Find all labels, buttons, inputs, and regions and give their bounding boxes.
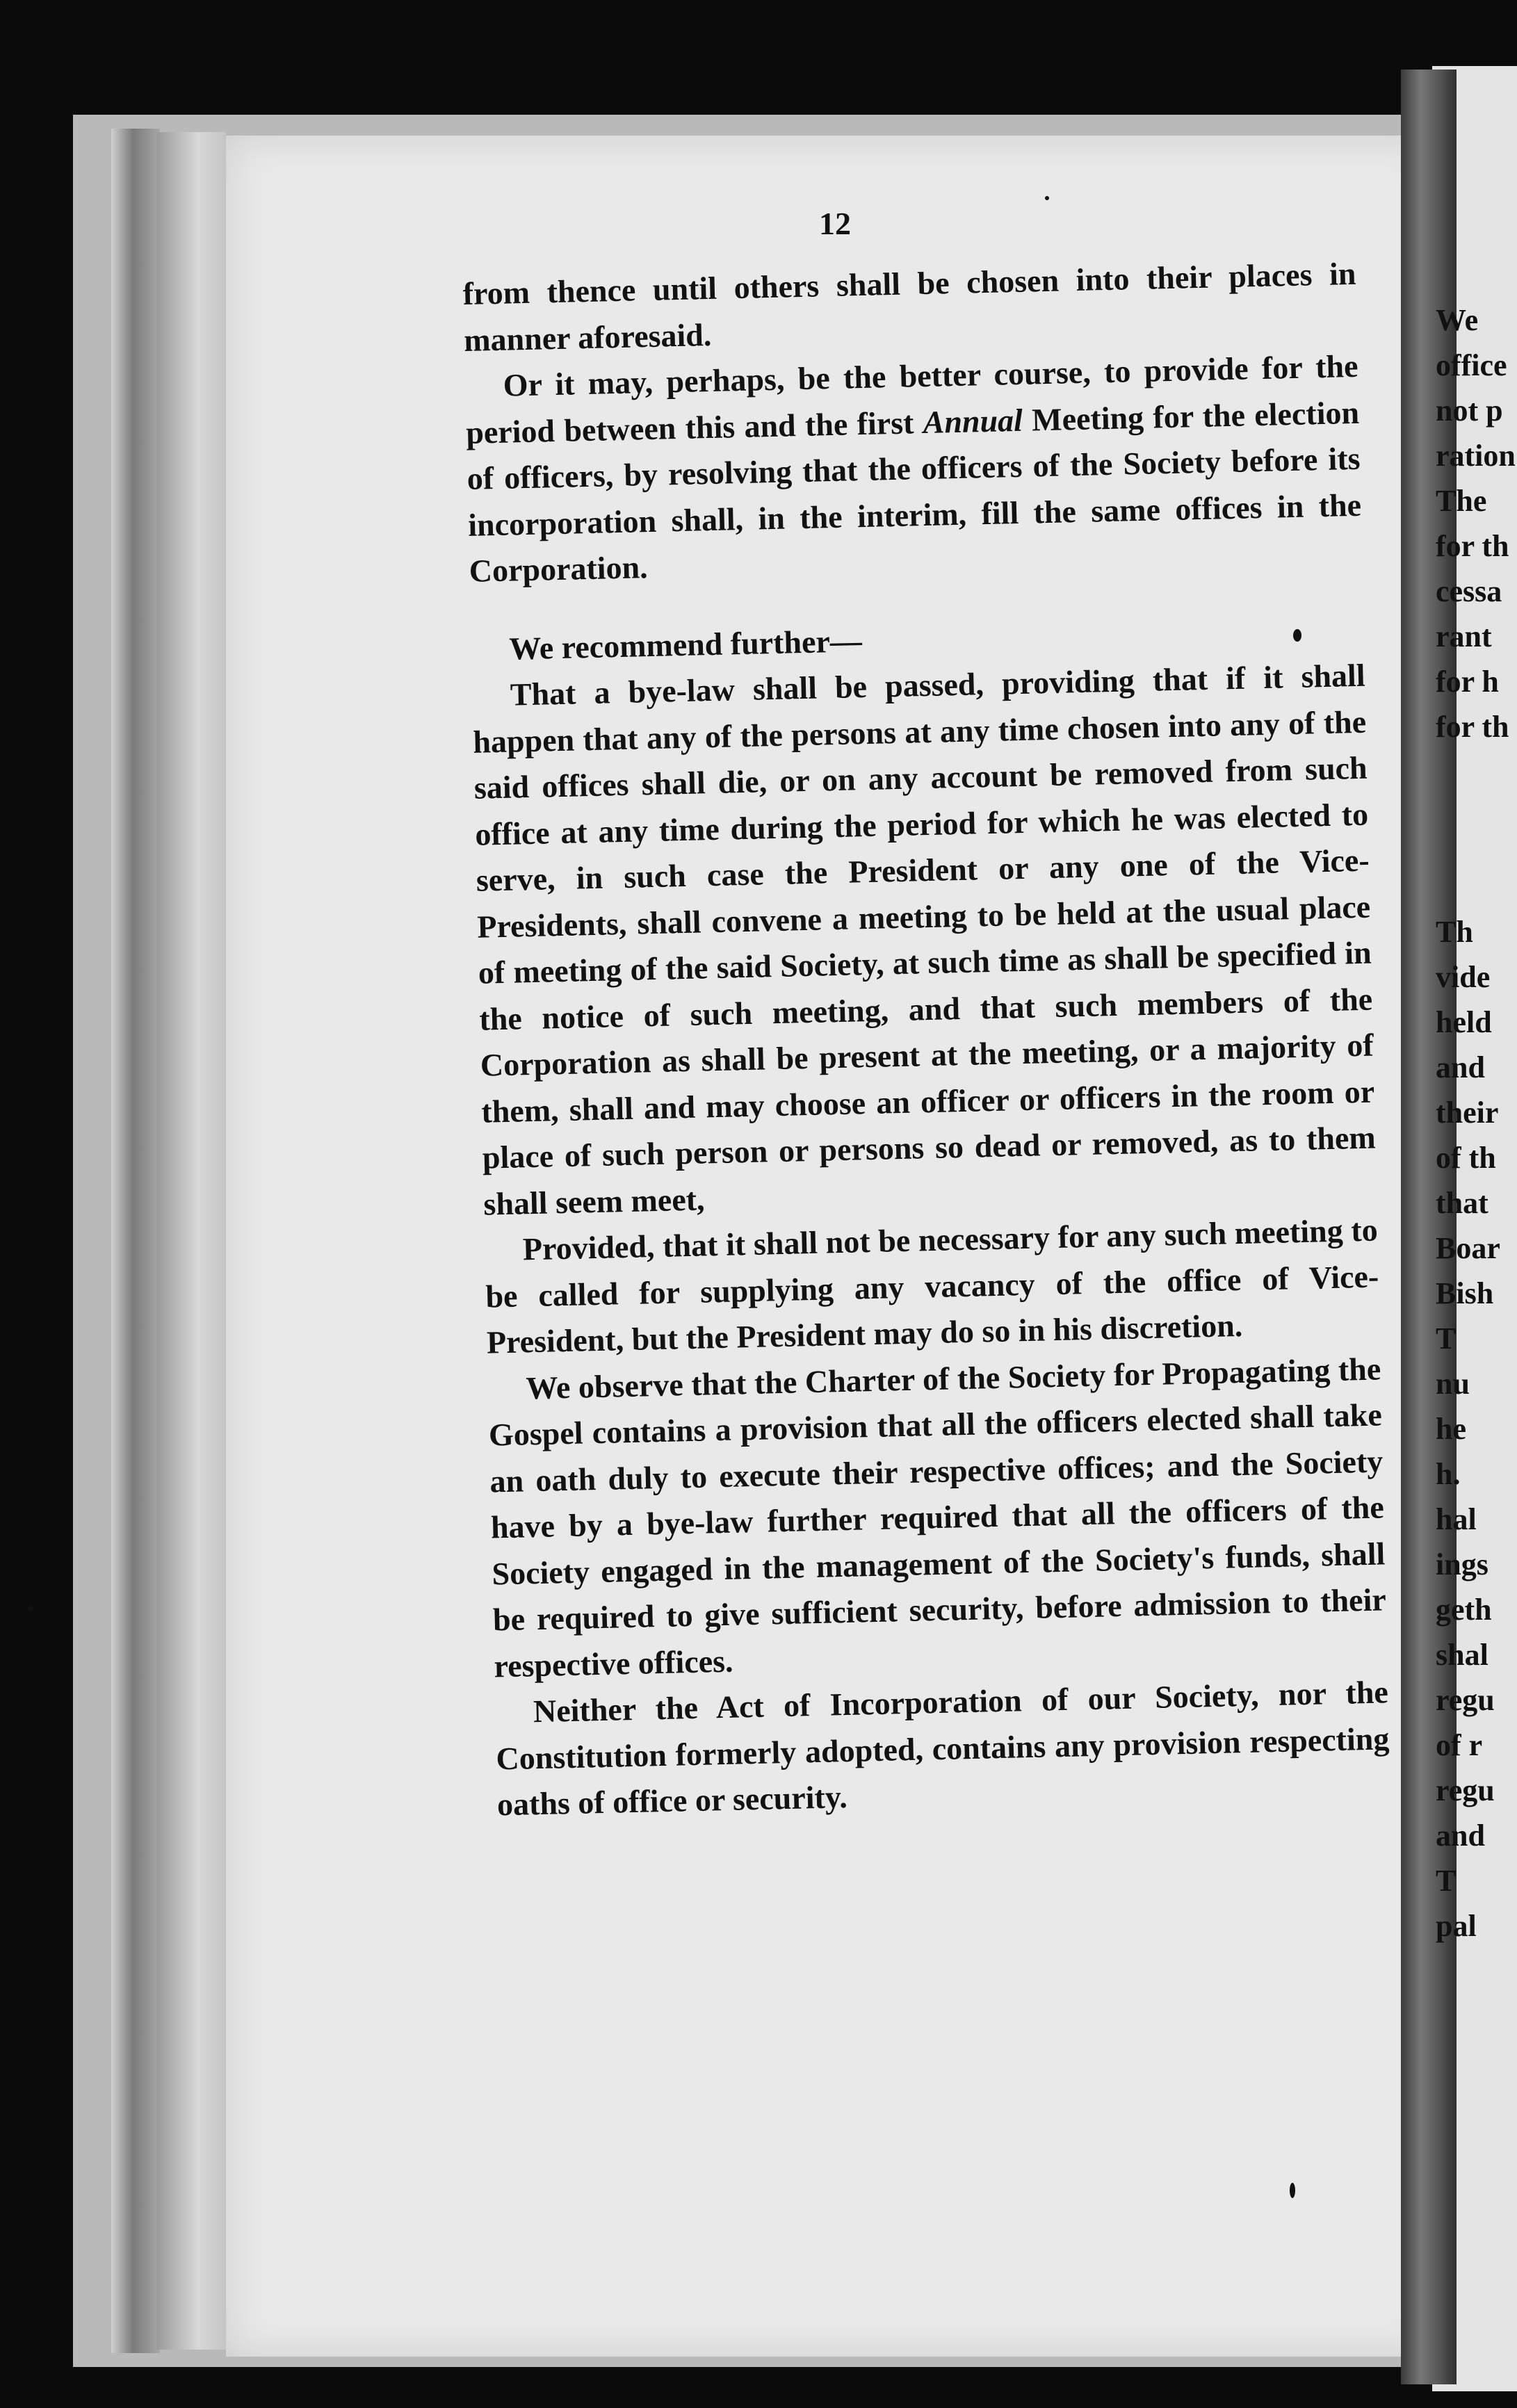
adjacent-fragment: and [1436, 1819, 1485, 1853]
adjacent-fragment: vide [1436, 960, 1491, 994]
adjacent-fragment: cessa [1436, 574, 1502, 608]
ink-speck [28, 1606, 33, 1611]
adjacent-fragment: of r [1436, 1728, 1483, 1762]
adjacent-fragment: for h [1436, 665, 1499, 699]
paragraph: from thence until others shall be chosen into their places in manner aforesaid. [462, 255, 1356, 358]
adjacent-fragment: The [1436, 484, 1487, 518]
adjacent-fragment: and [1436, 1050, 1485, 1084]
paragraph: That a bye-law shall be passed, providing that if it shall happen that any of the persons at any time chosen into any of the said offices shall die, or on any account be removed from such office at any time during the period for which he was elected to serve, in such case the President or any one of the Vice-Presidents, shall convene a meeting to be held at the usual place of meeting of the said Society, at such time as shall be specified in the notice of such meeting, and that such members of the Corporation as shall be present at the meeting, or a majority of them, shall and may choose an officer or officers in the room or place of such person or persons so dead or removed, as to them shall seem meet, [472, 657, 1377, 1222]
adjacent-fragment: T [1436, 1864, 1457, 1898]
adjacent-fragment: h. [1436, 1457, 1461, 1491]
adjacent-fragment: he [1436, 1412, 1466, 1446]
adjacent-fragment: We [1436, 303, 1479, 337]
adjacent-fragment: not p [1436, 393, 1503, 428]
page-edge [111, 129, 160, 2353]
adjacent-fragment: for th [1436, 710, 1509, 744]
adjacent-fragment: Th [1436, 915, 1473, 949]
ink-speck [1045, 196, 1049, 200]
adjacent-fragment: held [1436, 1005, 1492, 1039]
adjacent-fragment: ings [1436, 1547, 1488, 1581]
adjacent-fragment: pal [1436, 1909, 1477, 1943]
adjacent-fragment: regu [1436, 1773, 1495, 1807]
paragraph: We recommend further— [508, 622, 863, 667]
adjacent-fragment: regu [1436, 1683, 1495, 1717]
paragraph: Provided, that it shall not be necessary for any such meeting to be called for supplying any vacancy of the office of Vice-President, but the President may do so in his discretion. [485, 1212, 1379, 1360]
emphasis-text: Annual [923, 402, 1023, 440]
adjacent-fragment: that [1436, 1186, 1488, 1220]
adjacent-fragment: T [1436, 1321, 1457, 1356]
paragraph-text: Meeting for the election of officers, by resolving that the officers of the Society before its incorporation shall, in the interim, fill the same offices in the Corporation. [467, 394, 1362, 589]
paragraph [464, 343, 1363, 595]
adjacent-fragment: ration [1436, 439, 1516, 473]
ink-speck [1293, 629, 1301, 642]
adjacent-fragment: Bish [1436, 1276, 1494, 1310]
page-number: 12 [819, 206, 851, 241]
adjacent-fragment: their [1436, 1096, 1499, 1130]
adjacent-fragment: nu [1436, 1367, 1470, 1401]
adjacent-fragment: rant [1436, 619, 1492, 653]
page-edge [156, 132, 226, 2350]
body-text [462, 251, 1391, 1828]
paragraph: Neither the Act of Incorporation of our Society, nor the Constitution formerly adopted, contains any provision respecting oaths of office or security. [495, 1674, 1390, 1823]
adjacent-fragment: office [1436, 348, 1507, 382]
adjacent-fragment: of th [1436, 1141, 1496, 1175]
adjacent-fragment: for th [1436, 529, 1509, 563]
paragraph: We observe that the Charter of the Society for Propagating the Gospel contains a provision that all the officers elected shall take an oath duly to execute their respective offices; and the Society have by a bye-law further required that all the officers of the Society engaged in the management of the Society's funds, shall be required to give sufficient security, before admission to their respective offices. [488, 1350, 1387, 1684]
paragraph-text: Or it may, perhaps, be the better course, to provide for the period between this and the first [465, 348, 1359, 450]
adjacent-fragment: shal [1436, 1638, 1488, 1672]
adjacent-fragment: Boar [1436, 1231, 1500, 1265]
ink-speck [1290, 2183, 1295, 2198]
adjacent-fragment: geth [1436, 1593, 1492, 1627]
adjacent-fragment: hal [1436, 1502, 1477, 1536]
